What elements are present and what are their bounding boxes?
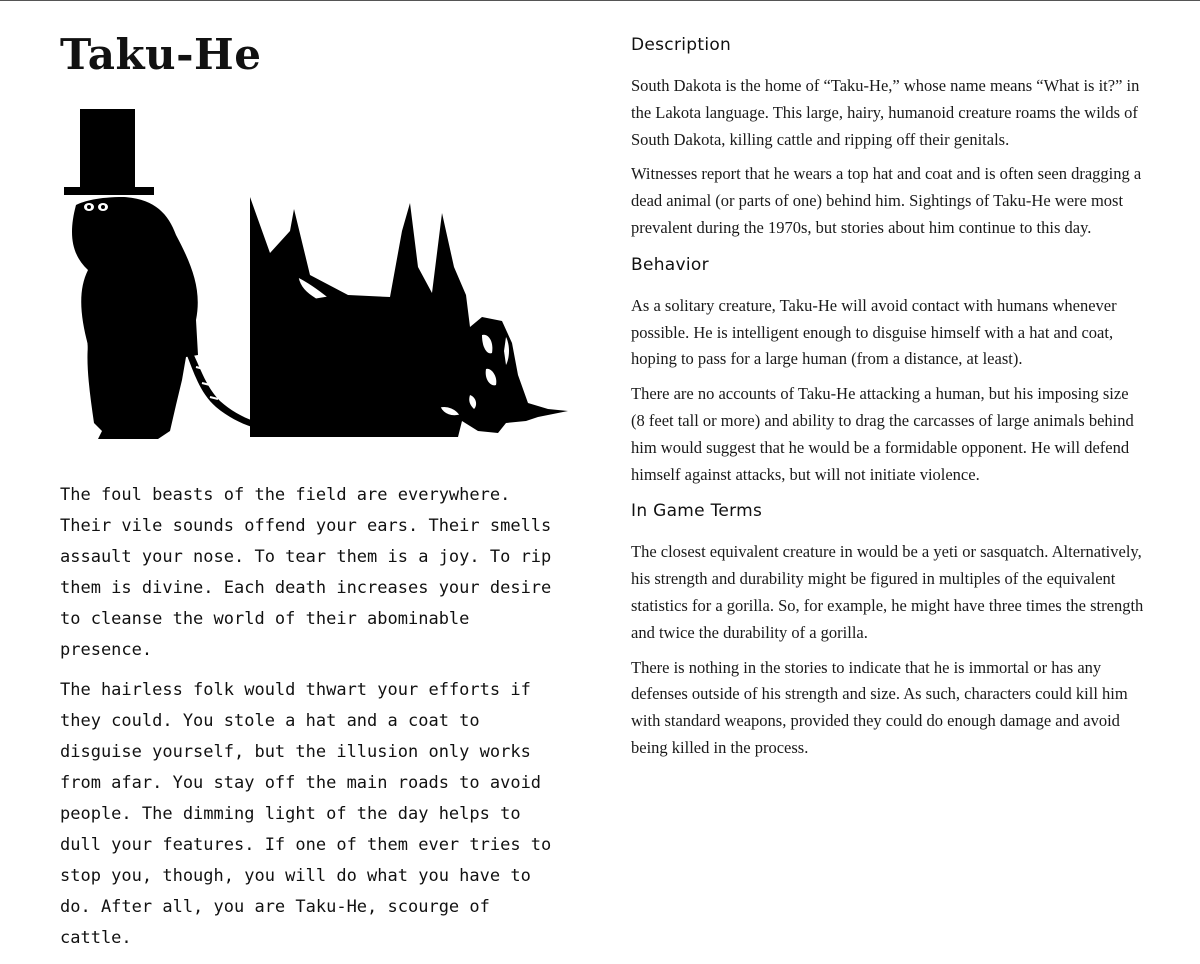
flavor-text xyxy=(60,480,560,964)
behavior-paragraph: There are no accounts of Taku-He attacking a human, but his imposing size (8 feet tall or more) and ability to drag the carcasses of large animals behind him would suggest that he would be a formidable opponent. He will defend himself against attacks, but will not initiate violence. xyxy=(631,384,1134,484)
behavior-heading: Behavior xyxy=(631,254,709,275)
flavor-paragraph: The hairless folk would thwart your efforts if they could. You stole a hat and a coat to disguise yourself, but the illusion only works from afar. You stay off the main roads to avoid people. The dimming light of the day helps to dull your features. If one of them ever tries to stop you, though, you will do what you have to do. After all, you are Taku-He, scourge of cattle. xyxy=(60,680,552,948)
game-terms-heading: In Game Terms xyxy=(631,501,763,522)
taku-he-silhouette-illustration xyxy=(58,105,578,450)
game-terms-paragraph: There is nothing in the stories to indicate that he is immortal or has any defenses outside of his strength and size. As such, characters could kill him with standard weapons, provided they could do enough damage and avoid being killed in the process. xyxy=(631,657,1128,757)
page-title: Taku-He xyxy=(60,30,262,79)
creature-info-column xyxy=(631,30,1146,770)
description-heading: Description xyxy=(631,35,732,55)
top-border xyxy=(0,0,1200,1)
description-paragraph: South Dakota is the home of “Taku-He,” whose name means “What is it?” in the Lakota language. This large, hairy, humanoid creature roams the wilds of South Dakota, killing cattle and ripping off their genitals. xyxy=(631,76,1140,149)
behavior-paragraph: As a solitary creature, Taku-He will avoid contact with humans whenever possible. He is intelligent enough to disguise himself with a hat and coat, hoping to pass for a large human (from a distance, at least). xyxy=(631,295,1117,369)
description-paragraph: Witnesses report that he wears a top hat and coat and is often seen dragging a dead animal (or parts of one) behind him. Sightings of Taku-He were most prevalent during the 1970s, but stories about him continue to this day. xyxy=(631,164,1142,237)
game-terms-paragraph: The closest equivalent creature in would be a yeti or sasquatch. Alternatively, his strength and durability might be figured in multiples of the equivalent statistics for a gorilla. So, for example, he might have three times the strength and twice the durability of a gorilla. xyxy=(631,542,1144,642)
flavor-paragraph: The foul beasts of the field are everywhere. Their vile sounds offend your ears. Their smells assault your nose. To tear them is a joy. To rip them is divine. Each death increases your desire to cleanse the world of their abominable presence. xyxy=(60,485,552,660)
